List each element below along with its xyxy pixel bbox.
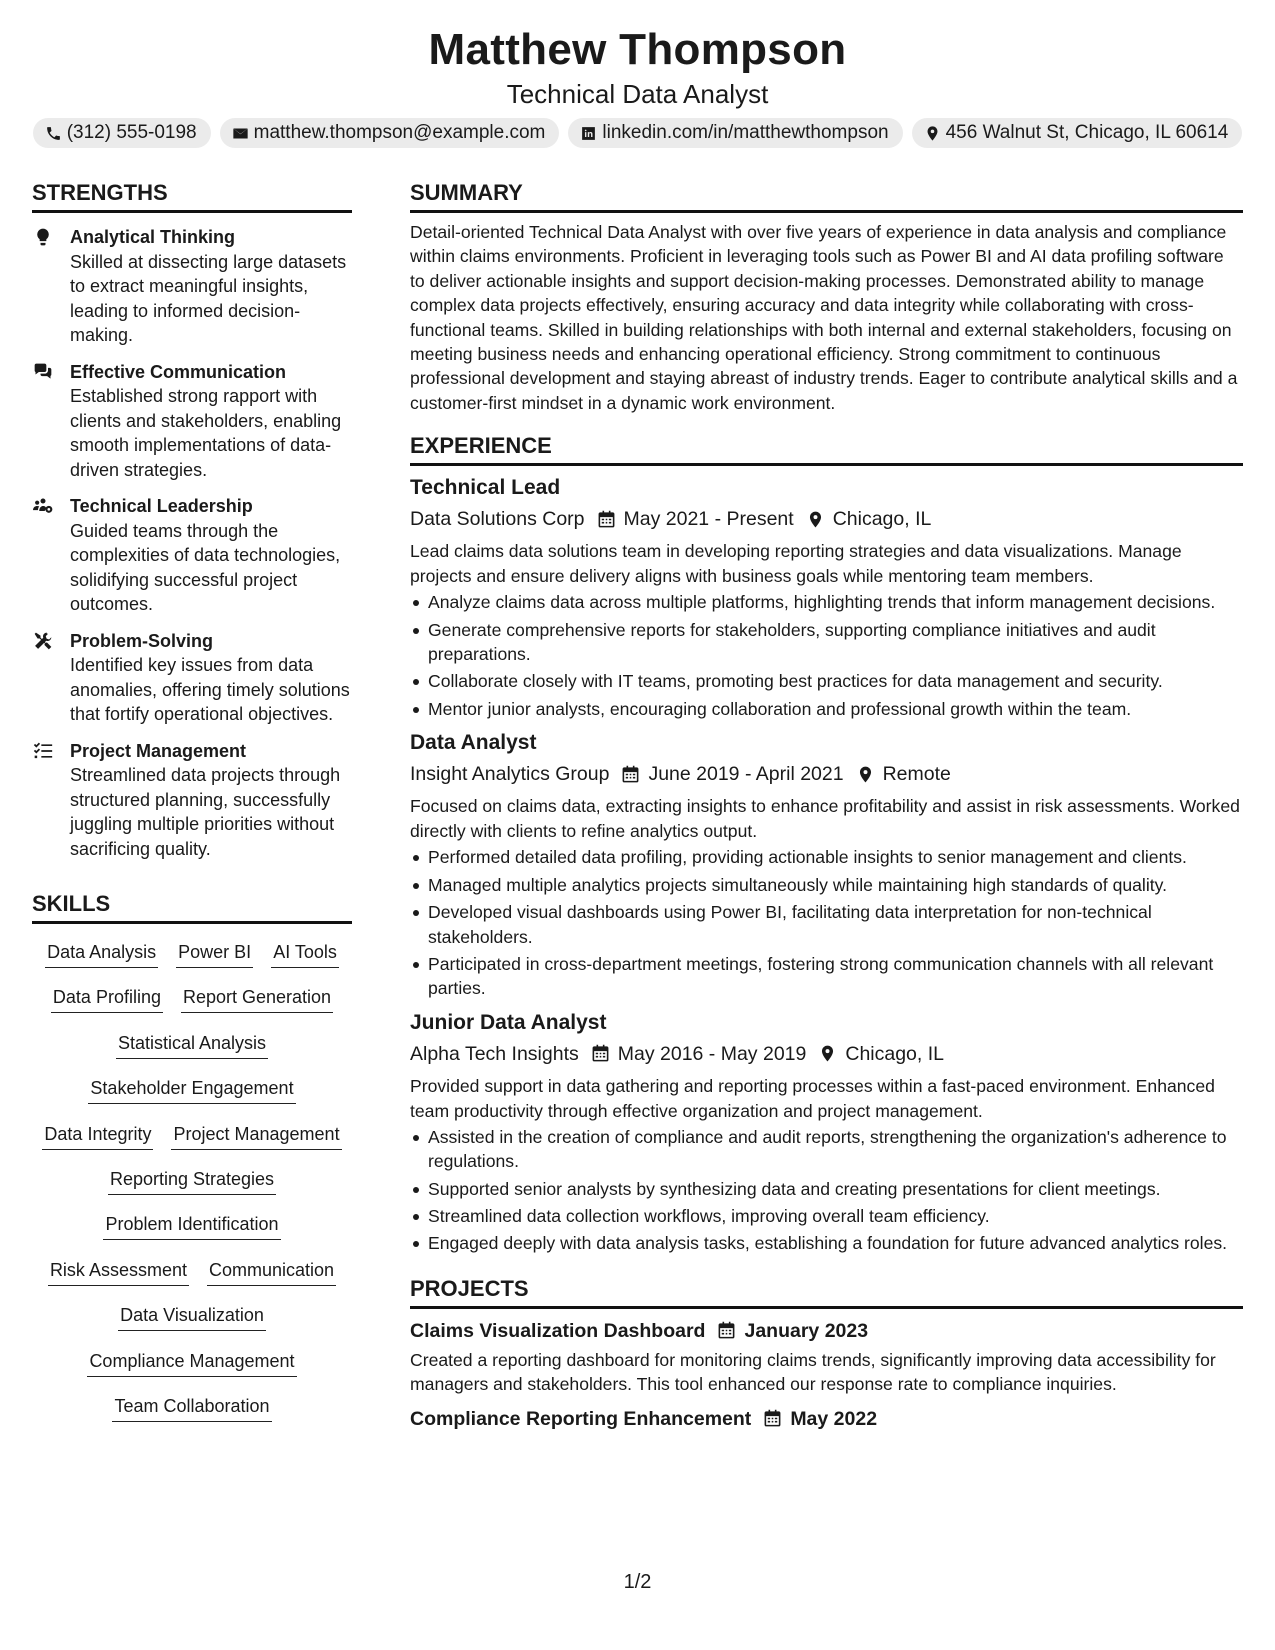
job-bullet: Mentor junior analysts, encouraging collaboration and professional growth within the team.	[410, 697, 1243, 721]
job-dates: May 2021 - Present	[623, 508, 794, 531]
job-bullets	[410, 845, 1243, 1000]
job-description: Lead claims data solutions team in developing reporting strategies and data visualizations. Manage projects and ensure delivery aligns with business goals while mentoring team members.	[410, 541, 1182, 587]
job-description: Provided support in data gathering and reporting processes within a fast-paced environment. Enhanced team productivity through effective organization and project management.	[410, 1075, 1215, 1121]
strength-text: Streamlined data projects through structured planning, successfully juggling multiple priorities without sacrificing quality.	[70, 765, 341, 859]
skill-row	[32, 1388, 352, 1433]
candidate-name: Matthew Thompson	[428, 25, 847, 74]
strength-item	[32, 494, 352, 617]
skill-tag: Reporting Strategies	[108, 1167, 276, 1195]
job-bullet: Streamlined data collection workflows, improving overall team efficiency.	[410, 1204, 1243, 1228]
strength-item	[32, 629, 352, 727]
map-pin-icon	[924, 125, 941, 142]
list-check-icon	[32, 741, 54, 761]
phone-icon	[45, 125, 62, 142]
skill-tag: Project Management	[171, 1122, 341, 1150]
experience-heading: EXPERIENCE	[410, 431, 1243, 466]
job-entry	[410, 474, 1243, 721]
experience-list	[410, 474, 1243, 1256]
contact-email[interactable]	[220, 118, 560, 148]
summary-heading: SUMMARY	[410, 178, 1243, 213]
map-pin-icon	[856, 765, 875, 784]
skill-tag: Team Collaboration	[112, 1394, 271, 1422]
job-bullet: Performed detailed data profiling, providing actionable insights to senior management and clients.	[410, 845, 1243, 869]
job-location: Remote	[882, 763, 951, 786]
job-bullet: Supported senior analysts by synthesizing data and creating presentations for client meetings.	[410, 1177, 1243, 1201]
linkedin-icon	[580, 125, 597, 142]
comments-icon	[32, 362, 54, 382]
users-gear-icon	[32, 496, 54, 516]
contact-linkedin[interactable]	[568, 118, 902, 148]
calendar-icon	[591, 1044, 610, 1063]
strength-title: Problem-Solving	[70, 630, 214, 651]
page-number: 1/2	[623, 1571, 652, 1593]
strength-title: Effective Communication	[70, 361, 287, 382]
project-entry	[410, 1405, 1243, 1433]
job-entry	[410, 1009, 1243, 1256]
right-column	[410, 178, 1243, 1433]
project-date: January 2023	[744, 1319, 869, 1342]
contact-phone[interactable]	[33, 118, 211, 148]
candidate-role: Technical Data Analyst	[506, 79, 769, 109]
job-location: Chicago, IL	[832, 508, 932, 531]
lightbulb-icon	[32, 227, 54, 247]
job-bullet: Managed multiple analytics projects simultaneously while maintaining high standards of quality.	[410, 873, 1243, 897]
project-entry	[410, 1317, 1243, 1397]
summary-text: Detail-oriented Technical Data Analyst with over five years of experience in data analysis and compliance within claims environments. Proficient in leveraging tools such as Power BI and AI data profiling software to deliver actionable insights and support decision-making processes. Demonstrated ability to manage complex data projects effectively, ensuring accuracy and data integrity while collaborating with cross-functional teams. Skilled in building relationships with both internal and external stakeholders, focusing on meeting business needs and enhancing operational efficiency. Strong commitment to continuous professional development and staying abreast of industry trends. Eager to contribute analytical skills and a customer-first mindset in a dynamic work environment.	[410, 222, 1238, 413]
job-bullet: Generate comprehensive reports for stakeholders, supporting compliance initiatives and audit preparations.	[410, 618, 1243, 667]
skill-row	[32, 979, 352, 1024]
calendar-icon	[597, 510, 616, 529]
strength-text: Skilled at dissecting large datasets to extract meaningful insights, leading to informed decision-making.	[70, 251, 347, 345]
calendar-icon	[763, 1409, 782, 1428]
strengths-heading: STRENGTHS	[32, 178, 352, 213]
project-title: Compliance Reporting Enhancement	[410, 1407, 752, 1430]
strength-text: Identified key issues from data anomalies, offering timely solutions that fortify operational objectives.	[70, 655, 350, 724]
map-pin-icon	[818, 1044, 837, 1063]
skill-row	[32, 1206, 352, 1251]
skill-tag: Statistical Analysis	[116, 1031, 268, 1059]
job-company: Insight Analytics Group	[410, 763, 610, 786]
skill-row	[32, 1116, 352, 1161]
job-bullet: Engaged deeply with data analysis tasks, establishing a foundation for future advanced analytics roles.	[410, 1231, 1243, 1255]
job-company: Data Solutions Corp	[410, 508, 585, 531]
skill-tag: Compliance Management	[87, 1349, 296, 1377]
skill-row	[32, 1070, 352, 1115]
linkedin-text: linkedin.com/in/matthewthompson	[602, 122, 889, 143]
skill-tag: Risk Assessment	[48, 1258, 189, 1286]
skill-tag: Communication	[207, 1258, 336, 1286]
skill-row	[32, 934, 352, 979]
envelope-icon	[232, 125, 249, 142]
job-entry	[410, 729, 1243, 1000]
job-title: Technical Lead	[410, 476, 561, 500]
strength-title: Technical Leadership	[70, 496, 253, 516]
skill-row	[32, 1161, 352, 1206]
job-bullets	[410, 590, 1243, 721]
job-location: Chicago, IL	[845, 1042, 945, 1065]
calendar-icon	[717, 1321, 736, 1340]
project-header	[410, 1317, 1243, 1345]
skill-tag: Data Visualization	[118, 1303, 266, 1331]
strength-item	[32, 360, 352, 483]
job-title: Data Analyst	[410, 731, 537, 755]
strength-title: Project Management	[70, 740, 247, 761]
project-date: May 2022	[790, 1407, 878, 1430]
skill-tag: Data Analysis	[45, 940, 158, 968]
job-dates: June 2019 - April 2021	[648, 763, 844, 786]
skill-tag: Data Profiling	[51, 985, 163, 1013]
resume-header	[0, 0, 1275, 148]
skill-tag: Problem Identification	[103, 1212, 280, 1240]
job-description: Focused on claims data, extracting insights to enhance profitability and assist in risk assessments. Worked directly with clients to refine analytics output.	[410, 796, 1240, 842]
strength-text: Established strong rapport with clients and stakeholders, enabling smooth implementations of data-driven strategies.	[70, 386, 342, 480]
job-title: Junior Data Analyst	[410, 1010, 607, 1034]
job-company: Alpha Tech Insights	[410, 1042, 579, 1065]
project-description: Created a reporting dashboard for monitoring claims trends, significantly improving data accessibility for managers and stakeholders. This tool enhanced our response rate to compliance inquiries.	[410, 1349, 1216, 1395]
strength-title: Analytical Thinking	[70, 227, 236, 247]
job-meta	[410, 1040, 1243, 1068]
skill-tag: Power BI	[176, 940, 253, 968]
job-bullet: Participated in cross-department meetings, fostering strong communication channels with all relevant parties.	[410, 952, 1243, 1001]
address-text: 456 Walnut St, Chicago, IL 60614	[945, 122, 1229, 143]
map-pin-icon	[806, 510, 825, 529]
skill-row	[32, 1252, 352, 1297]
job-bullets	[410, 1125, 1243, 1256]
skills-heading: SKILLS	[32, 889, 352, 924]
project-header	[410, 1405, 1243, 1433]
job-dates: May 2016 - May 2019	[617, 1042, 807, 1065]
skill-row	[32, 1343, 352, 1388]
calendar-icon	[621, 765, 640, 784]
projects-list	[410, 1317, 1243, 1433]
left-column	[32, 178, 352, 1433]
email-text: matthew.thompson@example.com	[253, 122, 546, 143]
job-meta	[410, 505, 1243, 533]
skill-row	[32, 1297, 352, 1342]
skill-tag: AI Tools	[271, 940, 339, 968]
skill-tag: Report Generation	[181, 985, 333, 1013]
tools-icon	[32, 631, 54, 651]
skill-tag: Data Integrity	[42, 1122, 153, 1150]
job-meta	[410, 760, 1243, 788]
contact-bar	[0, 118, 1275, 148]
strength-item	[32, 739, 352, 862]
skill-row	[32, 1025, 352, 1070]
projects-heading: PROJECTS	[410, 1274, 1243, 1309]
strength-text: Guided teams through the complexities of data technologies, solidifying successful project outcomes.	[70, 520, 341, 614]
project-title: Claims Visualization Dashboard	[410, 1319, 706, 1342]
contact-address	[912, 118, 1243, 148]
phone-text: (312) 555-0198	[66, 122, 197, 143]
job-bullet: Assisted in the creation of compliance and audit reports, strengthening the organization's adherence to regulations.	[410, 1125, 1243, 1174]
job-bullet: Developed visual dashboards using Power BI, facilitating data interpretation for non-technical stakeholders.	[410, 900, 1243, 949]
job-bullet: Collaborate closely with IT teams, promoting best practices for data management and security.	[410, 669, 1243, 693]
skills-list	[32, 934, 352, 1433]
strength-item	[32, 225, 352, 348]
job-bullet: Analyze claims data across multiple platforms, highlighting trends that inform management decisions.	[410, 590, 1243, 614]
skill-tag: Stakeholder Engagement	[88, 1076, 295, 1104]
